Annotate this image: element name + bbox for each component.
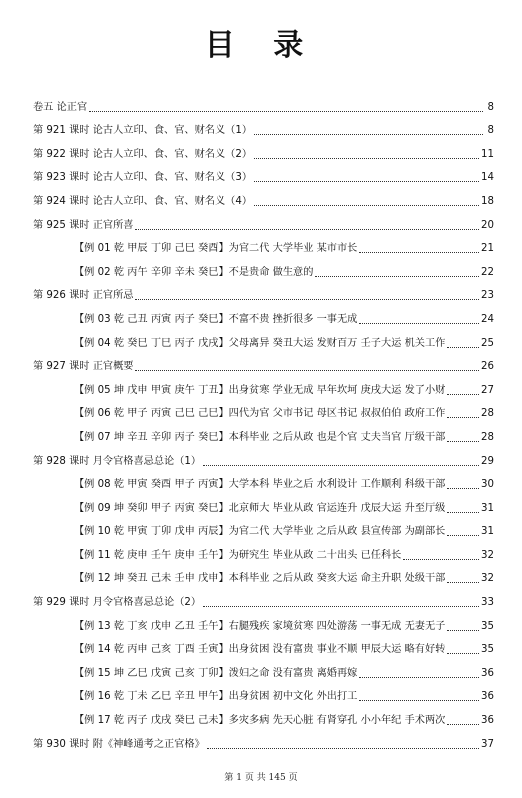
toc-entry-title: 【例 17 乾 丙子 戊戌 癸巳 己未】多灾多病 先天心脏 有肾穿孔 小小年纪 手术两次: [74, 715, 446, 727]
toc-example-entry[interactable]: [33, 563, 494, 587]
toc-example-entry[interactable]: [33, 374, 494, 398]
toc-entry-title: 第 928 课时 月令官格喜忌总论（1）: [33, 455, 202, 467]
dot-leader: [447, 393, 479, 395]
dot-leader: [403, 558, 479, 560]
toc-page-number: 28: [481, 408, 494, 420]
toc-page-number: 22: [481, 266, 494, 278]
dot-leader: [447, 416, 479, 418]
toc-entry-title: 【例 02 乾 丙午 辛卯 辛未 癸巳】不是贵命 做生意的: [74, 266, 314, 278]
toc-page-number: 33: [481, 597, 494, 609]
toc-entry-title: 第 929 课时 月令官格喜忌总论（2）: [33, 597, 202, 609]
toc-chapter-entry[interactable]: [33, 162, 494, 186]
toc-entry-title: 第 930 课时 附《神峰通考之正官格》: [33, 738, 205, 750]
toc-entry-title: 第 925 课时 正官所喜: [33, 219, 134, 231]
toc-example-entry[interactable]: [33, 492, 494, 516]
toc-example-entry[interactable]: [33, 634, 494, 658]
toc-entry-title: 【例 01 乾 甲辰 丁卯 己巳 癸酉】为官二代 大学毕业 某市市长: [74, 243, 358, 255]
dot-leader: [447, 487, 479, 489]
toc-page-number: 21: [481, 243, 494, 255]
toc-entry-title: 第 921 课时 论古人立印、食、官、财名义（1）: [33, 125, 253, 137]
dot-leader: [254, 180, 479, 182]
dot-leader: [359, 322, 479, 324]
toc-entry-title: 【例 13 乾 丁亥 戊申 乙丑 壬午】右腿残疾 家境贫寒 四处游荡 一事无成 无妻无子: [74, 620, 446, 632]
toc-example-entry[interactable]: [33, 469, 494, 493]
toc-page-number: 36: [481, 715, 494, 727]
toc-entry-title: 【例 05 坤 戊申 甲寅 庚午 丁丑】出身贫寒 学业无成 早年坎坷 庚戌大运 发了小财: [74, 384, 446, 396]
page-title: 目 录: [204, 28, 318, 63]
toc-example-entry[interactable]: [33, 421, 494, 445]
toc-example-entry[interactable]: [33, 657, 494, 681]
toc-entry-title: 【例 16 乾 丁未 乙巳 辛丑 甲午】出身贫困 初中文化 外出打工: [74, 691, 358, 703]
toc-entry-title: 【例 07 坤 辛丑 辛卯 丙子 癸巳】本科毕业 之后从政 也是个官 丈夫当官 厅级干部: [74, 431, 446, 443]
toc-page-number: 18: [481, 195, 494, 207]
dot-leader: [203, 605, 479, 607]
dot-leader: [207, 747, 479, 749]
toc-page-number: 28: [481, 431, 494, 443]
toc-chapter-entry[interactable]: [33, 209, 494, 233]
toc-entry-title: 第 927 课时 正官概要: [33, 361, 134, 373]
toc-example-entry[interactable]: [33, 516, 494, 540]
toc-example-entry[interactable]: [33, 704, 494, 728]
dot-leader: [447, 534, 479, 536]
dot-leader: [254, 204, 479, 206]
toc-page-number: 8: [487, 101, 494, 113]
toc-chapter-entry[interactable]: [33, 138, 494, 162]
dot-leader: [447, 723, 479, 725]
dot-leader: [89, 110, 483, 112]
dot-leader: [203, 464, 479, 466]
dot-leader: [447, 346, 479, 348]
toc-page-number: 35: [481, 644, 494, 656]
dot-leader: [447, 440, 479, 442]
toc-page-number: 24: [481, 313, 494, 325]
page-footer: 第 1 页 共 145 页: [224, 773, 298, 783]
toc-example-entry[interactable]: [33, 681, 494, 705]
toc-entry-title: 第 922 课时 论古人立印、食、官、财名义（2）: [33, 148, 253, 160]
toc-page-number: 32: [481, 573, 494, 585]
toc-example-entry[interactable]: [33, 327, 494, 351]
toc-chapter-entry[interactable]: [33, 728, 494, 752]
dot-leader: [359, 251, 479, 253]
toc-example-entry[interactable]: [33, 303, 494, 327]
toc-page-number: 30: [481, 479, 494, 491]
toc-chapter-entry[interactable]: [33, 445, 494, 469]
dot-leader: [359, 699, 479, 701]
toc-page-number: 29: [481, 455, 494, 467]
toc-page-number: 8: [487, 125, 494, 137]
toc-page-number: 36: [481, 667, 494, 679]
toc-page-number: 32: [481, 549, 494, 561]
toc-page-number: 25: [481, 337, 494, 349]
toc-example-entry[interactable]: [33, 398, 494, 422]
dot-leader: [135, 228, 479, 230]
toc-example-entry[interactable]: [33, 256, 494, 280]
toc-example-entry[interactable]: [33, 233, 494, 257]
toc-entry-title: 【例 09 坤 癸卯 甲子 丙寅 癸巳】北京师大 毕业从政 官运连升 戊辰大运 升至厅级: [74, 502, 446, 514]
dot-leader: [254, 133, 483, 135]
toc-entry-title: 【例 08 乾 甲寅 癸酉 甲子 丙寅】大学本科 毕业之后 水利设计 工作顺利 科级干部: [74, 479, 446, 491]
toc-entry-title: 【例 15 坤 乙巳 戊寅 己亥 丁卯】泼妇之命 没有富贵 离婚再嫁: [74, 667, 358, 679]
dot-leader: [135, 298, 479, 300]
toc-entry-title: 【例 03 乾 己丑 丙寅 丙子 癸巳】不富不贵 挫折很多 一事无成: [74, 313, 358, 325]
toc-page-number: 31: [481, 502, 494, 514]
toc-page-number: 27: [481, 384, 494, 396]
toc-page-number: 23: [481, 290, 494, 302]
dot-leader: [447, 629, 479, 631]
toc-entry-title: 第 924 课时 论古人立印、食、官、财名义（4）: [33, 195, 253, 207]
dot-leader: [447, 581, 479, 583]
dot-leader: [254, 157, 479, 159]
toc-chapter-entry[interactable]: [33, 115, 494, 139]
dot-leader: [359, 676, 479, 678]
toc-example-entry[interactable]: [33, 610, 494, 634]
toc-page-number: 36: [481, 691, 494, 703]
dot-leader: [447, 652, 479, 654]
toc-entry-title: 卷五 论正官: [33, 101, 88, 113]
dot-leader: [447, 511, 479, 513]
toc-entry-title: 【例 11 乾 庚申 壬午 庚申 壬午】为研究生 毕业从政 二十出头 已任科长: [74, 549, 402, 561]
toc-entry-title: 【例 10 乾 甲寅 丁卯 戊申 丙辰】为官二代 大学毕业 之后从政 县宣传部 为副部长: [74, 526, 446, 538]
toc-entry-title: 【例 06 乾 甲子 丙寅 己巳 己巳】四代为官 父市书记 母区书记 叔叔伯伯 政府工作: [74, 408, 446, 420]
toc-chapter-entry[interactable]: [33, 91, 494, 115]
toc-page-number: 31: [481, 526, 494, 538]
toc-example-entry[interactable]: [33, 539, 494, 563]
dot-leader: [135, 369, 479, 371]
toc-chapter-entry[interactable]: [33, 586, 494, 610]
toc-chapter-entry[interactable]: [33, 185, 494, 209]
toc-entry-title: 第 923 课时 论古人立印、食、官、财名义（3）: [33, 172, 253, 184]
toc-page-number: 35: [481, 620, 494, 632]
toc-entry-title: 【例 14 乾 丙申 己亥 丁酉 壬寅】出身贫困 没有富贵 事业不顺 甲辰大运 略有好转: [74, 644, 446, 656]
dot-leader: [315, 275, 479, 277]
toc-page-number: 14: [481, 172, 494, 184]
toc-page-number: 37: [481, 738, 494, 750]
toc-entry-title: 【例 12 坤 癸丑 己未 壬申 戊申】本科毕业 之后从政 癸亥大运 命主升职 处级干部: [74, 573, 446, 585]
toc-chapter-entry[interactable]: [33, 280, 494, 304]
toc-entry-title: 第 926 课时 正官所忌: [33, 290, 134, 302]
table-of-contents: [33, 91, 494, 752]
toc-entry-title: 【例 04 乾 癸巳 丁巳 丙子 戊戌】父母离异 癸丑大运 发财百万 壬子大运 机关工作: [74, 337, 446, 349]
toc-chapter-entry[interactable]: [33, 351, 494, 375]
toc-page-number: 20: [481, 219, 494, 231]
toc-page-number: 11: [481, 148, 494, 160]
toc-page-number: 26: [481, 361, 494, 373]
